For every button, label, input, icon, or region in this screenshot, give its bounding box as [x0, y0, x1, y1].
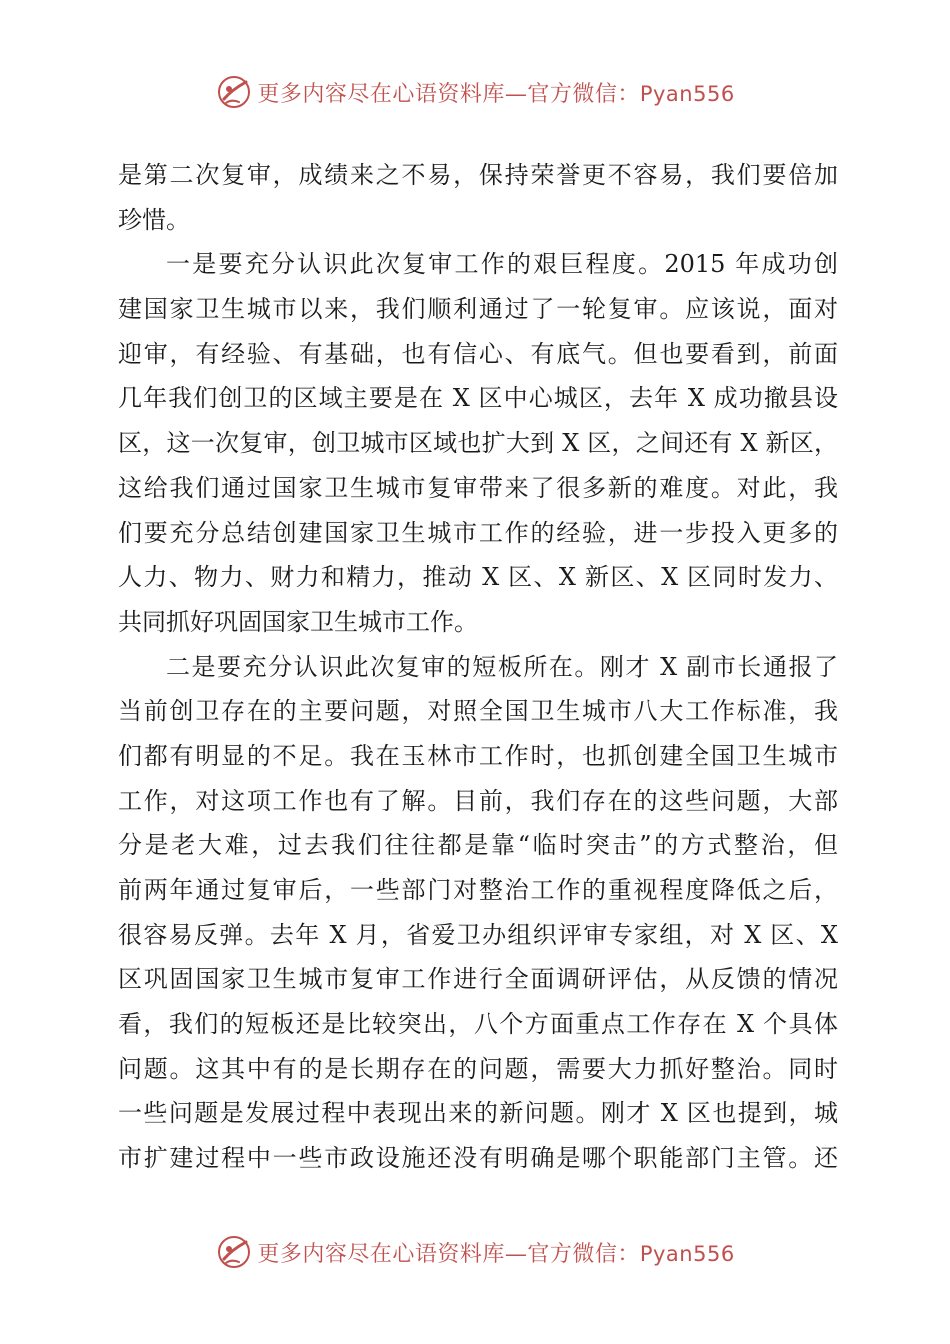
- text-line: 前两年通过复审后，一些部门对整治工作的重视程度降低之后，: [118, 876, 838, 904]
- text-line: 迎审，有经验、有基础，也有信心、有底气。但也要看到，前面: [118, 339, 838, 368]
- footer-watermark-banner: [0, 1232, 950, 1272]
- text-line: 人力、物力、财力和精力，推动 X 区、X 新区、X 区同时发力、: [118, 563, 838, 592]
- banner-text: [257, 77, 734, 108]
- text-line: 二是要充分认识此次复审的短板所在。刚才 X 副市长通报了: [166, 652, 838, 681]
- text-line: 看，我们的短板还是比较突出，八个方面重点工作存在 X 个具体: [118, 1010, 838, 1039]
- text-line: 共同抓好巩固国家卫生城市工作。: [118, 607, 478, 636]
- text-line: 是第二次复审，成绩来之不易，保持荣誉更不容易，我们要倍加: [118, 161, 838, 189]
- text-line: 珍惜。: [118, 205, 190, 234]
- text-line: 们都有明显的不足。我在玉林市工作时，也抓创建全国卫生城市: [118, 741, 838, 770]
- writing-hand-logo-icon: [215, 1233, 253, 1271]
- text-line: 们要充分总结创建国家卫生城市工作的经验，进一步投入更多的: [118, 518, 838, 547]
- text-line: 问题。这其中有的是长期存在的问题，需要大力抓好整治。同时: [118, 1054, 838, 1083]
- text-line: 建国家卫生城市以来，我们顺利通过了一轮复审。应该说，面对: [118, 295, 838, 324]
- text-line: 工作，对这项工作也有了解。目前，我们存在的这些问题，大部: [118, 786, 838, 815]
- text-line: 当前创卫存在的主要问题，对照全国卫生城市八大工作标准，我: [118, 697, 838, 726]
- document-body: [118, 153, 838, 1181]
- writing-hand-logo-icon: [215, 73, 253, 111]
- text-line: 几年我们创卫的区域主要是在 X 区中心城区，去年 X 成功撤县设: [118, 384, 838, 413]
- text-line: 区，这一次复审，创卫城市区域也扩大到 X 区，之间还有 X 新区，: [118, 429, 838, 458]
- header-watermark-banner: [0, 72, 950, 112]
- wechat-id: Pyan556: [639, 1241, 735, 1266]
- text-line: 很容易反弹。去年 X 月，省爱卫办组织评审专家组，对 X 区、X: [118, 920, 838, 949]
- wechat-id: Pyan556: [639, 81, 735, 106]
- text-line: 一些问题是发展过程中表现出来的新问题。刚才 X 区也提到，城: [118, 1099, 838, 1128]
- text-line: 市扩建过程中一些市政设施还没有明确是哪个职能部门主管。还: [118, 1144, 838, 1173]
- banner-label: 更多内容尽在心语资料库—官方微信：: [257, 81, 640, 107]
- banner-text: [257, 1237, 734, 1268]
- text-line: 区巩固国家卫生城市复审工作进行全面调研评估，从反馈的情况: [118, 965, 838, 994]
- text-line: 这给我们通过国家卫生城市复审带来了很多新的难度。对此，我: [118, 473, 838, 502]
- text-line: 一是要充分认识此次复审工作的艰巨程度。2015 年成功创: [166, 250, 838, 279]
- banner-label: 更多内容尽在心语资料库—官方微信：: [257, 1241, 640, 1267]
- text-line: 分是老大难，过去我们往往都是靠“临时突击”的方式整治，但: [118, 831, 838, 860]
